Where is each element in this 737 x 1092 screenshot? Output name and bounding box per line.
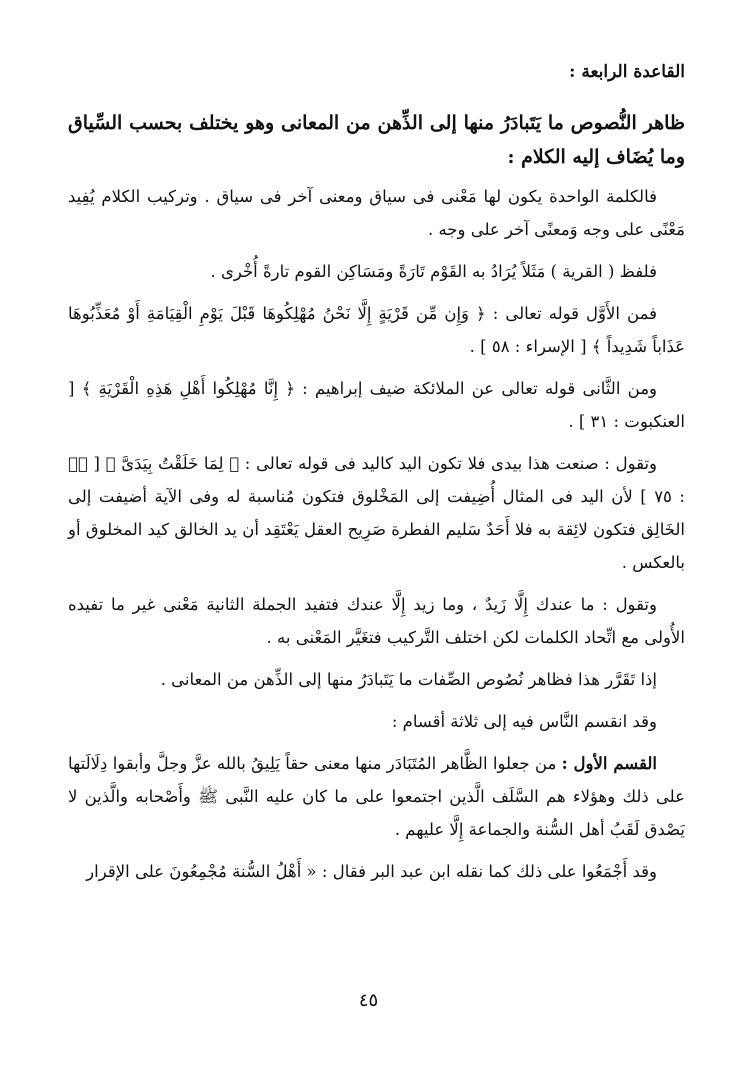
section-heading: القاعدة الرابعة : (569, 62, 685, 82)
paragraph-1: فالكلمة الواحدة يكون لها مَعْنى فى سياق ومعنى آخر فى سياق . وتركيب الكلام يُفِيد مَعْنًى على وجه وَمعنًى آخر على وجه . (68, 187, 685, 239)
paragraph-4: ومن الثَّانى قوله تعالى عن الملائكة ضيف إبراهيم : ﴿ إِنَّا مُهْلِكُوا أَهْلِ هَذِهِ الْقَرْيَةِ ﴾ [ العنكبوت : ٣١ ] . (68, 379, 685, 431)
rule-statement: ظاهر النُّصوص ما يَتَبادَرُ منها إلى الذِّهن من المعانى وهو يختلف بحسب السِّياق وما يُضَاف إليه الكلام : (68, 112, 685, 168)
paragraph-6: وتقول : ما عندك إِلَّا زَيدٌ ، وما زيد إِلَّا عندك فتفيد الجملة الثانية مَعْنى غير ما تفيده الأُولى مع اتِّحاد الكلمات لكن اختلف التَّركيب فتغَيَّر المَعْنى به . (68, 595, 685, 647)
paragraph-last: وقد أَجْمَعُوا على ذلك كما نقله ابن عبد البر فقال : « أَهْلُ السُّنة مُجْمِعُونَ على الإقرار (86, 862, 657, 881)
section1-paragraph (68, 747, 685, 846)
paragraph-8: وقد انقسم النَّاس فيه إلى ثلاثة أقسام : (391, 712, 657, 731)
page-number: ٤٥ (358, 990, 379, 1011)
paragraph-7: إذا تَقَرَّر هذا فظاهر نُصُوص الصِّفات ما يَتَبادَرُ منها إلى الذِّهن من المعانى . (160, 670, 657, 689)
paragraph-5: وتقول : صنعت هذا بيدى فلا تكون اليد كاليد فى قوله تعالى : ﴿ لِمَا خَلَقْتُ بِيَدَىَّ ﴾ [ صۤ : ٧٥ ] لأن اليد فى المثال أُضِيفت إلى المَخْلوق فتكون مُناسبة له وفى الآية أضيفت إلى الخَالِق فتكون لائِقة به فلا أَحَدٌ سَليم الفطرة صَرِيح العقل يَعْتَقِد أن يد الخالق كيد المخلوق أو بالعكس . (68, 454, 685, 572)
section1-label: القسم الأول : (561, 754, 657, 773)
paragraph-2: فلفظ ( القرية ) مَثَلاً يُرَادُ به القَوْم تَارَةً ومَسَاكِن القوم تارةً أُخْرى . (210, 262, 657, 281)
paragraph-3: فمن الأَوَّل قوله تعالى : ﴿ وَإِن مِّن قَرْيَةٍ إِلَّا نَحْنُ مُهْلِكُوهَا قَبْلَ يَوْمِ الْقِيَامَةِ أَوْ مُعَذِّبُوهَا عَذَاباً شَدِيداً ﴾ [ الإسراء : ٥٨ ] . (68, 304, 685, 356)
section1-text: من جعلوا الظَّاهر المُتَبَادَر منها معنى حقاً يَلِيقُ بالله عزَّ وجلَّ وأبقوا دِلَالَتها على ذلك وهؤلاء هم السَّلَف الَّذين اجتمعوا على ما كان عليه النَّبى ﷺ وأَصْحابه والَّذين لا يَصْدق لَقَبُ أهل السُّنة والجماعة إِلَّا عليهم . (68, 754, 685, 839)
